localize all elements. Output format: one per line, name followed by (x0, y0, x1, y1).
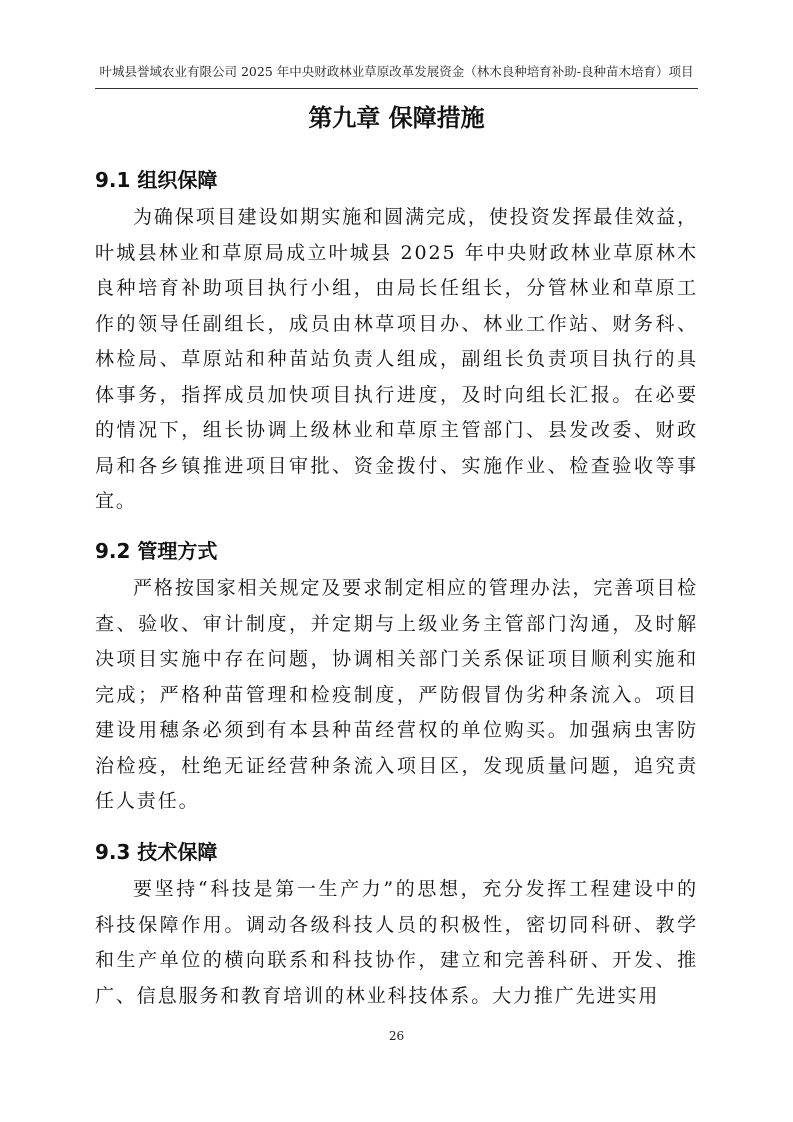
section-heading-9-2: 9.2 管理方式 (95, 539, 218, 563)
chapter-title: 第九章 保障措施 (308, 104, 485, 132)
section-body-9-2: 严格按国家相关规定及要求制定相应的管理办法，完善项目检查、验收、审计制度，并定期与上级业务主管部门沟通，及时解决项目实施中存在问题，协调相关部门关系保证项目顺利实施和完成；严格种苗管理和检疫制度，严防假冒伪劣种条流入。项目建设用穗条必须到有本县种苗经营权的单位购买。加强病虫害防治检疫，杜绝无证经营种条流入项目区，发现质量问题，追究责任人责任。 (95, 577, 698, 812)
section-heading-9-3: 9.3 技术保障 (95, 840, 218, 864)
section-body-9-3: 要坚持“科技是第一生产力”的思想，充分发挥工程建设中的科技保障作用。调动各级科技人员的积极性，密切同科研、教学和生产单位的横向联系和科技协作，建立和完善科研、开发、推广、信息服务和教育培训的林业科技体系。大力推广先进实用 (95, 878, 698, 1007)
section-body-9-1: 为确保项目建设如期实施和圆满完成，使投资发挥最佳效益，叶城县林业和草原局成立叶城县 2025 年中央财政林业草原林木良种培育补助项目执行小组，由局长任组长，分管林业和草原工作的领导任副组长，成员由林草项目办、林业工作站、财务科、林检局、草原站和种苗站负责人组成，副组长负责项目执行的具体事务，指挥成员加快项目执行进度，及时向组长汇报。在必要的情况下，组长协调上级林业和草原主管部门、县发改委、财政局和各乡镇推进项目审批、资金拨付、实施作业、检查验收等事宜。 (95, 206, 698, 512)
section-heading-9-1: 9.1 组织保障 (95, 168, 218, 192)
page-number: 26 (388, 1029, 405, 1043)
running-header: 叶城县誉域农业有限公司 2025 年中央财政林业草原改革发展资金（林木良种培育补助-良种苗木培育）项目 (99, 64, 694, 79)
header-divider (95, 88, 698, 89)
